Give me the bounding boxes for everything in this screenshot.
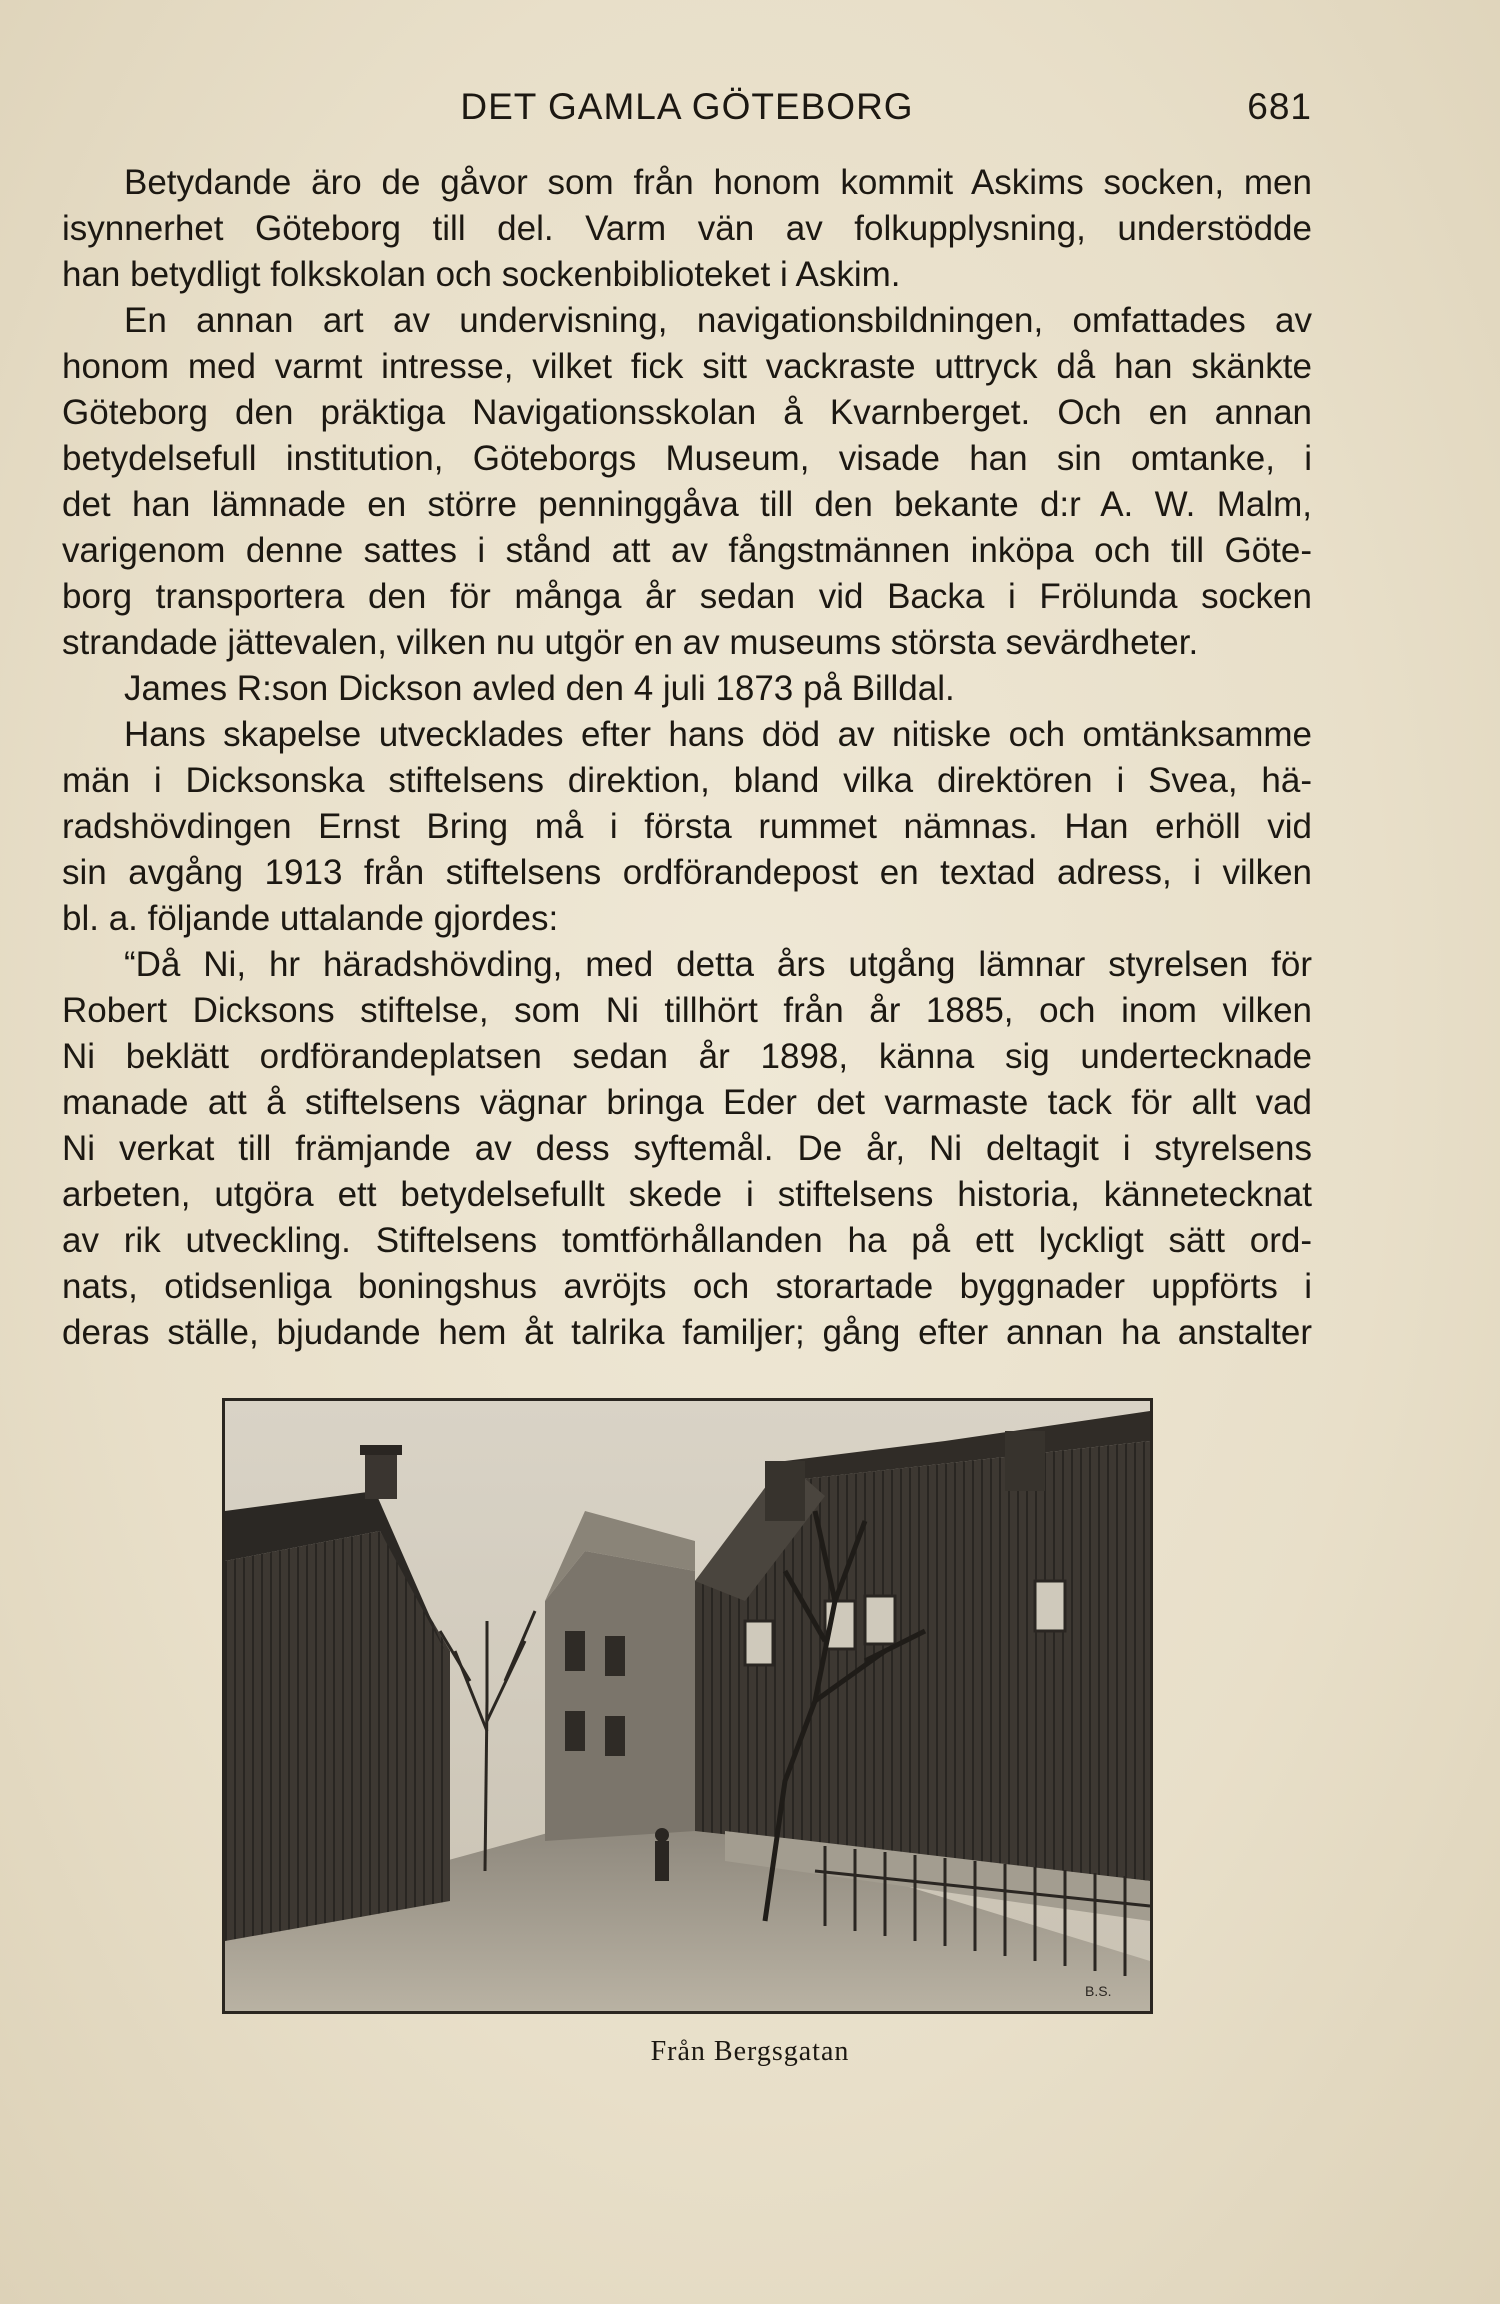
text-line: av rik utveckling. Stiftelsens tomtförhållanden ha på ett lyckligt sätt ord- [62,1221,1312,1260]
text-line: manade att å stiftelsens vägnar bringa Eder det varmaste tack för allt vad [62,1083,1312,1122]
text-line: bl. a. följande uttalande gjordes: [62,899,559,938]
text-line: varigenom denne sattes i stånd att av fångstmännen inköpa och till Göte- [62,531,1312,570]
text-line: han betydligt folkskolan och sockenbiblioteket i Askim. [62,255,901,294]
text-line: En annan art av undervisning, navigationsbildningen, omfattades av [124,301,1312,340]
text-line: nats, otidsenliga boningshus avröjts och storartade byggnader uppförts i [62,1267,1312,1306]
street-photo-illustration [225,1401,1150,2011]
text-line: Betydande äro de gåvor som från honom kommit Askims socken, men [124,163,1312,202]
text-line: det han lämnade en större penninggåva till den bekante d:r A. W. Malm, [62,485,1312,524]
photograph [222,1398,1153,2014]
running-title: DET GAMLA GÖTEBORG [460,86,914,127]
text-line: radshövdingen Ernst Bring må i första rummet nämnas. Han erhöll vid [62,807,1312,846]
text-line: James R:son Dickson avled den 4 juli 1873 på Billdal. [124,669,955,708]
text-line: män i Dicksonska stiftelsens direktion, bland vilka direktören i Svea, hä- [62,761,1312,800]
photo-monogram: B.S. [1085,1983,1112,1999]
text-line: Ni verkat till främjande av dess syftemål. De år, Ni deltagit i styrelsens [62,1129,1312,1168]
text-line: borg transportera den för många år sedan vid Backa i Frölunda socken [62,577,1312,616]
text-line: betydelsefull institution, Göteborgs Museum, visade han sin omtanke, i [62,439,1312,478]
text-line: honom med varmt intresse, vilket fick sitt vackraste uttryck då han skänkte [62,347,1312,386]
body-text [62,160,1312,1356]
photo-caption: Från Bergsgatan [650,2036,850,2067]
text-line: sin avgång 1913 från stiftelsens ordförandepost en textad adress, i vilken [62,853,1312,892]
text-line: Ni beklätt ordförandeplatsen sedan år 1898, känna sig undertecknade [62,1037,1312,1076]
text-line: isynnerhet Göteborg till del. Varm vän av folkupplysning, understödde [62,209,1312,248]
page-number: 681 [1247,86,1312,127]
text-line: strandade jättevalen, vilken nu utgör en av museums största sevärdheter. [62,623,1199,662]
text-line: Hans skapelse utvecklades efter hans död av nitiske och omtänksamme [124,715,1312,754]
text-line: “Då Ni, hr häradshövding, med detta års utgång lämnar styrelsen för [124,945,1312,984]
running-header [62,86,1312,136]
text-line: deras ställe, bjudande hem åt talrika familjer; gång efter annan ha anstalter [62,1313,1312,1352]
text-line: arbeten, utgöra ett betydelsefullt skede i stiftelsens historia, kännetecknat [62,1175,1312,1214]
text-line: Göteborg den präktiga Navigationsskolan å Kvarnberget. Och en annan [62,393,1312,432]
text-line: Robert Dicksons stiftelse, som Ni tillhört från år 1885, och inom vilken [62,991,1312,1030]
